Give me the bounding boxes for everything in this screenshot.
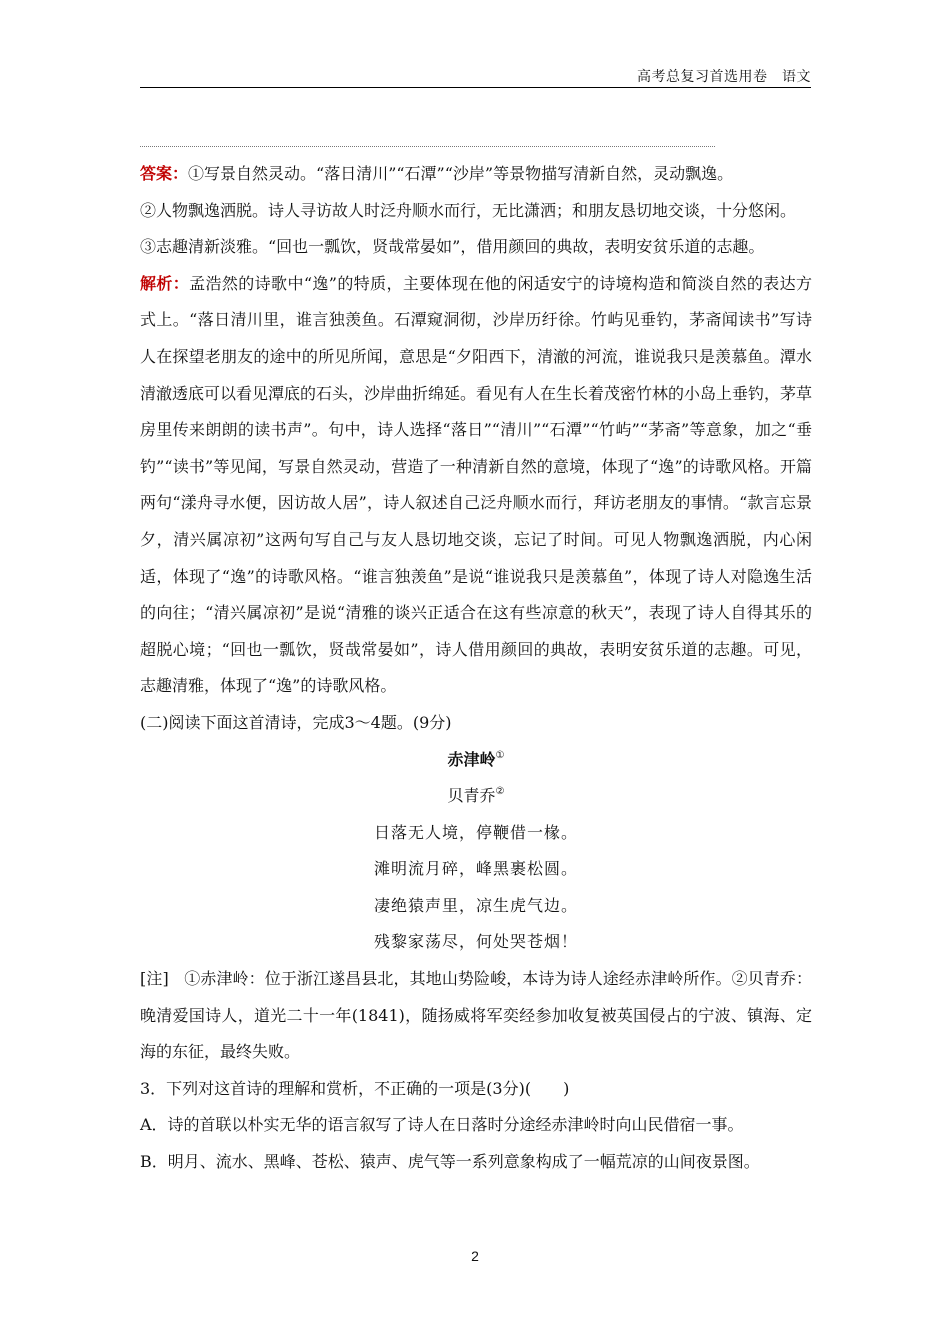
analysis-text: 孟浩然的诗歌中“逸”的特质，主要体现在他的闲适安宁的诗境构造和简淡自然的表达方式上。“落日清川里，谁言独羡鱼。石潭窥洞彻，沙岸历纡徐。竹屿见垂钓，茅斋闻读书”写诗人在探望老朋友的途中的所见所闻，意思是“夕阳西下，清澈的河流，谁说我只是羡慕鱼。潭水清澈透底可以看见潭底的石头，沙岸曲折绵延。看见有人在生长着茂密竹林的小岛上垂钓，茅草房里传来朗朗的读书声”。句中，诗人选择“落日”“清川”“石潭”“竹屿”“茅斋”等意象，加之“垂钓”“读书”等见闻，写景自然灵动，营造了一种清新自然的意境，体现了“逸”的诗歌风格。开篇两句“漾舟寻水便，因访故人居”，诗人叙述自己泛舟顺水而行，拜访老朋友的事情。“款言忘景夕，清兴属凉初”这两句写自己与友人恳切地交谈，忘记了时间。可见人物飘逸洒脱，内心闲适，体现了“逸”的诗歌风格。“谁言独羡鱼”是说“谁说我只是羡慕鱼”，体现了诗人对隐逸生活的向往；“清兴属凉初”是说“清雅的谈兴正适合在这有些凉意的秋天”，表现了诗人自得其乐的超脱心境；“回也一瓢饮，贤哉常晏如”，诗人借用颜回的典故，表明安贫乐道的志趣。可见，志趣清雅，体现了“逸”的诗歌风格。	[140, 273, 813, 696]
page-body	[140, 156, 812, 1181]
question-stem: 3．下列对这首诗的理解和赏析，不正确的一项是(3分)( )	[140, 1078, 570, 1098]
analysis-label: 解析：	[140, 273, 190, 293]
poem-notes	[140, 961, 812, 1071]
poem-line: 残黎家荡尽，何处哭苍烟！	[373, 932, 578, 952]
answer-line-2: ②人物飘逸洒脱。诗人寻访故人时泛舟顺水而行，无比潇洒；和朋友恳切地交谈，十分悠闲。	[140, 200, 797, 220]
dotted-divider	[140, 146, 715, 147]
question-option-b: B．明月、流水、黑峰、苍松、猿声、虎气等一系列意象构成了一幅荒凉的山间夜景图。	[140, 1152, 760, 1172]
poem-line: 滩明流月碎，峰黑裹松圆。	[373, 859, 578, 879]
answer-line-3: ③志趣清新淡雅。“回也一瓢饮，贤哉常晏如”，借用颜回的典故，表明安贫乐道的志趣。	[140, 237, 765, 257]
poem-title-note: ①	[495, 749, 505, 761]
page-number: 2	[471, 1248, 479, 1264]
notes-label: [注]	[140, 969, 169, 989]
notes-text: ①赤津岭：位于浙江遂昌县北，其地山势险峻，本诗为诗人途经赤津岭所作。②贝青乔：晚清爱国诗人，道光二十一年(1841)，随扬威将军奕经参加收复被英国侵占的宁波、镇海、定海的东征，最终失败。	[140, 969, 812, 1062]
question-option-a: A．诗的首联以朴实无华的语言叙写了诗人在日落时分途经赤津岭时向山民借宿一事。	[140, 1115, 744, 1135]
analysis-paragraph	[140, 266, 812, 705]
section-heading: (二)阅读下面这首清诗，完成3～4题。(9分)	[140, 712, 452, 732]
poem-author: 贝青乔	[447, 786, 496, 806]
header-rule	[140, 87, 811, 88]
poem-title: 赤津岭	[447, 749, 496, 769]
answer-label: 答案：	[140, 164, 189, 183]
poem-author-note: ②	[495, 786, 505, 798]
poem-line: 日落无人境，停鞭借一椽。	[373, 822, 578, 842]
running-header: 高考总复习首选用卷 语文	[637, 69, 811, 85]
answer-line-1: 答案：①写景自然灵动。“落日清川”“石潭”“沙岸”等景物描写清新自然，灵动飘逸。	[140, 164, 734, 183]
poem-line: 凄绝猿声里，凉生虎气边。	[373, 895, 578, 915]
poem	[140, 742, 812, 962]
